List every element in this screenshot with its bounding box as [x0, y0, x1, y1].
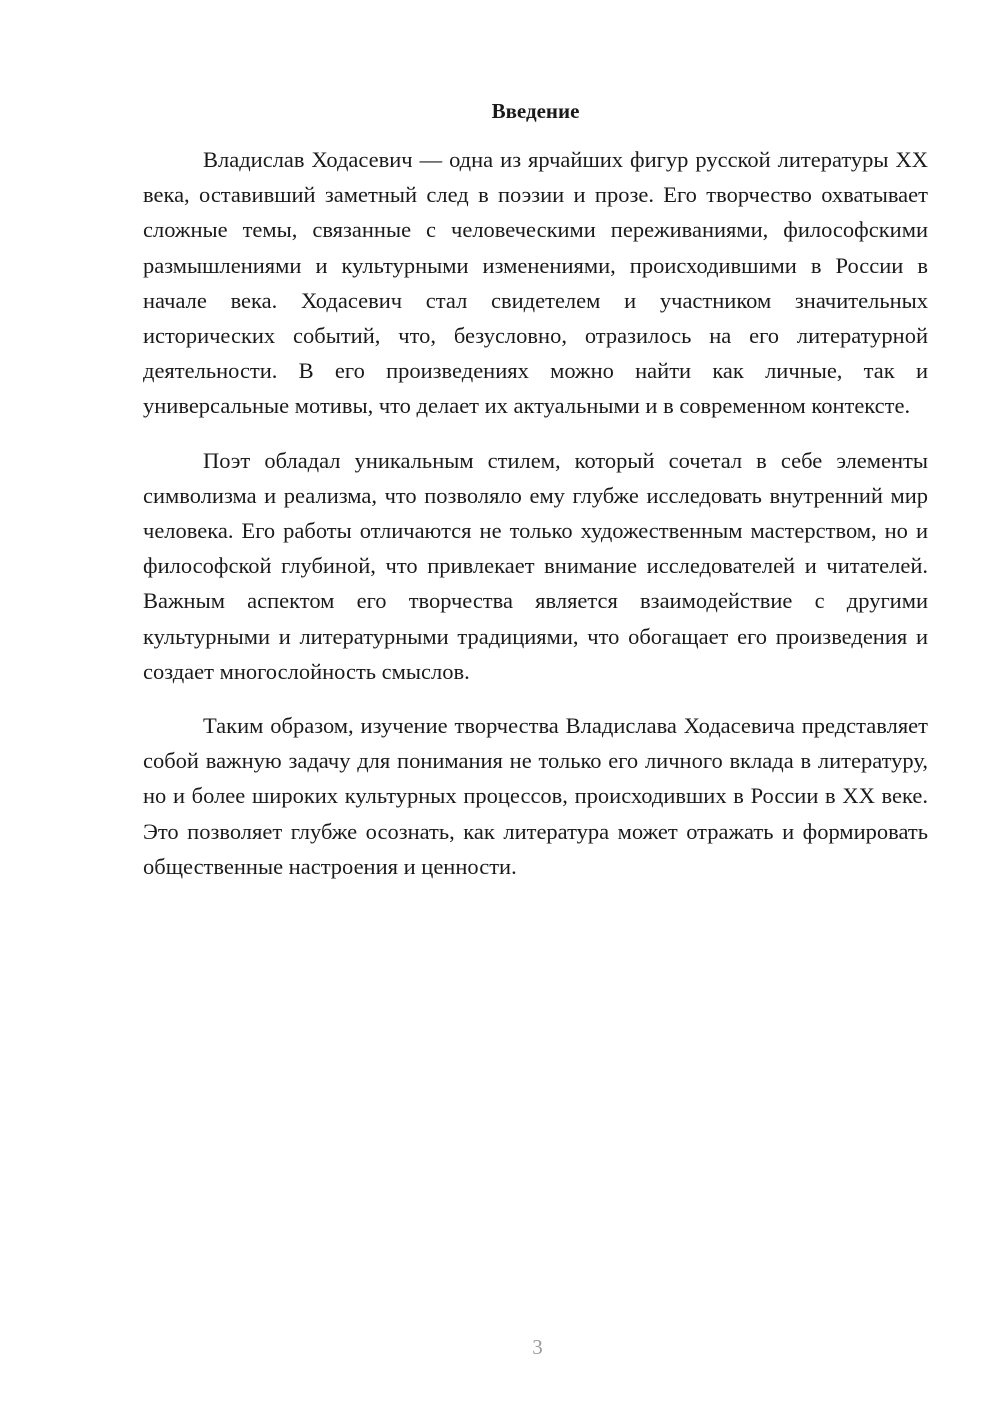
document-body	[143, 96, 928, 903]
paragraph-3: Таким образом, изучение творчества Владислава Ходасевича представляет собой важную задачу для понимания не только его личного вклада в литературу, но и более широких культурных процессов, происходивших в России в XX веке. Это позволяет глубже осознать, как литература может отражать и формировать общественные настроения и ценности.	[143, 713, 928, 879]
paragraph-2: Поэт обладал уникальным стилем, который сочетал в себе элементы символизма и реализма, что позволяло ему глубже исследовать внутренний мир человека. Его работы отличаются не только художественным мастерством, но и философской глубиной, что привлекает внимание исследователей и читателей. Важным аспектом его творчества является взаимодействие с другими культурными и литературными традициями, что обогащает его произведения и создает многослойность смыслов.	[143, 447, 928, 684]
paragraph-1: Владислав Ходасевич — одна из ярчайших фигур русской литературы XX века, оставивший заметный след в поэзии и прозе. Его творчество охватывает сложные темы, связанные с человеческими переживаниями, философскими размышлениями и культурными изменениями, происходившими в России в начале века. Ходасевич стал свидетелем и участником значительных исторических событий, что, безусловно, отразилось на его литературной деятельности. В его произведениях можно найти как личные, так и универсальные мотивы, что делает их актуальными и в современном контексте.	[143, 147, 928, 419]
page-number: 3	[532, 1335, 543, 1359]
page-title: Введение	[491, 99, 580, 123]
